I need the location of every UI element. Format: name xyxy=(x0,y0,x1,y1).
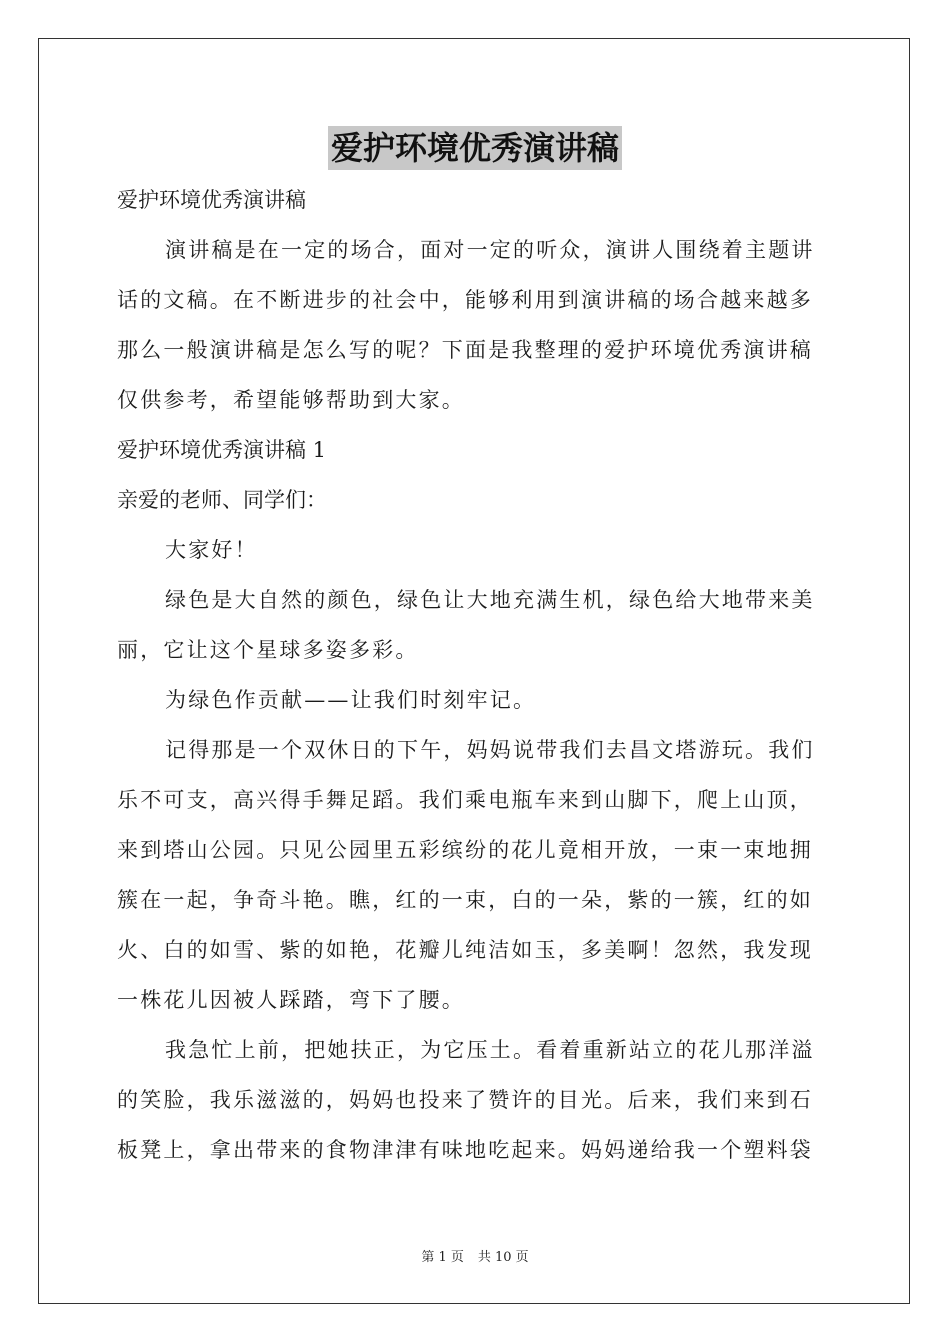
text-line: 爱护环境优秀演讲稿 xyxy=(117,188,306,212)
title-wrap xyxy=(0,126,950,170)
page-number: 第 1 页 xyxy=(421,1250,464,1265)
document-body xyxy=(117,175,833,1175)
text-line: 我急忙上前，把她扶正，为它压土。看着重新站立的花儿那洋溢 xyxy=(165,1038,815,1062)
text-line: 簇在一起，争奇斗艳。瞧，红的一束，白的一朵，紫的一簇，红的如 xyxy=(117,888,813,912)
text-line: 为绿色作贡献——让我们时刻牢记。 xyxy=(165,688,537,712)
text-line: 亲爱的老师、同学们： xyxy=(117,488,327,512)
text-line: 板凳上，拿出带来的食物津津有味地吃起来。妈妈递给我一个塑料袋 xyxy=(117,1138,813,1162)
text-line: 记得那是一个双休日的下午，妈妈说带我们去昌文塔游玩。我们 xyxy=(165,738,815,762)
text-line: 来到塔山公园。只见公园里五彩缤纷的花儿竟相开放，一束一束地拥 xyxy=(117,838,813,862)
text-line: 爱护环境优秀演讲稿 1 xyxy=(117,438,327,462)
text-line: 的笑脸，我乐滋滋的，妈妈也投来了赞许的目光。后来，我们来到石 xyxy=(117,1088,813,1112)
document-title: 爱护环境优秀演讲稿 xyxy=(328,126,622,170)
text-line: 一株花儿因被人踩踏，弯下了腰。 xyxy=(117,988,465,1012)
page-footer xyxy=(0,1246,950,1265)
text-line: 演讲稿是在一定的场合，面对一定的听众，演讲人围绕着主题讲 xyxy=(165,238,815,262)
text-line: 那么一般演讲稿是怎么写的呢？下面是我整理的爱护环境优秀演讲稿 xyxy=(117,338,813,362)
text-line: 仅供参考，希望能够帮助到大家。 xyxy=(117,388,465,412)
page-total: 共 10 页 xyxy=(477,1250,529,1265)
text-line: 火、白的如雪、紫的如艳，花瓣儿纯洁如玉，多美啊！忽然，我发现 xyxy=(117,938,813,962)
text-line: 大家好！ xyxy=(165,538,258,562)
text-line: 丽，它让这个星球多姿多彩。 xyxy=(117,638,419,662)
text-line: 话的文稿。在不断进步的社会中，能够利用到演讲稿的场合越来越多 xyxy=(117,288,813,312)
text-line: 绿色是大自然的颜色，绿色让大地充满生机，绿色给大地带来美 xyxy=(165,588,815,612)
text-line: 乐不可支，高兴得手舞足蹈。我们乘电瓶车来到山脚下，爬上山顶， xyxy=(117,788,813,812)
